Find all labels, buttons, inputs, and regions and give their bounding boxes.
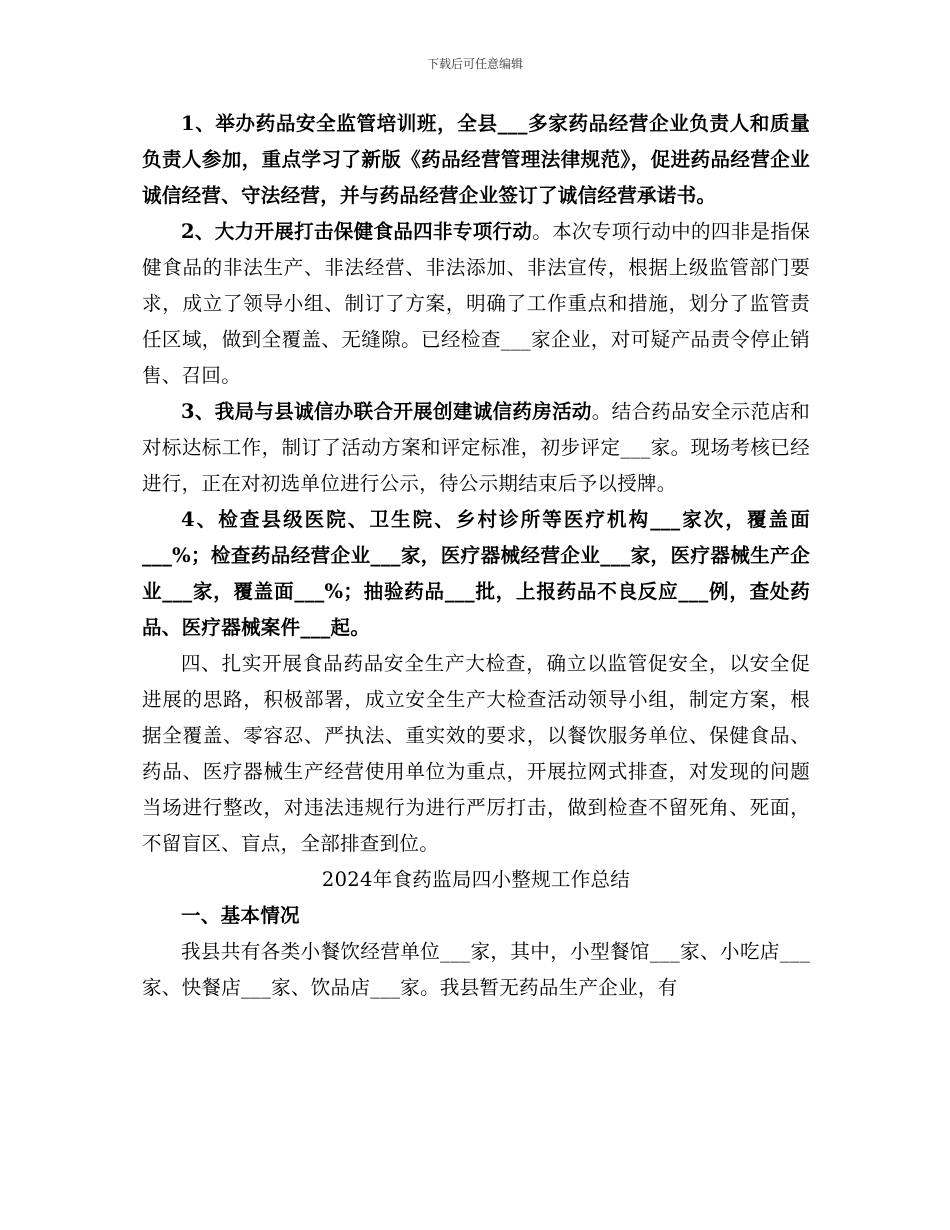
page-header: 下载后可任意编辑 — [426, 57, 523, 71]
paragraph-health-food-campaign — [142, 214, 810, 394]
paragraph-lead: 3、我局与县诚信办联合开展创建诚信药房活动 — [181, 400, 592, 423]
paragraph-basic-situation: 我县共有各类小餐饮经营单位___家，其中，小型餐馆___家、小吃店___家、快餐店___家、饮品店___家。我县暂无药品生产企业，有 — [142, 940, 810, 999]
paragraph-inspection-stats: 4、检查县级医院、卫生院、乡村诊所等医疗机构___家次，覆盖面___%；检查药品经营企业___家，医疗器械经营企业___家，医疗器械生产企业___家，覆盖面___%；抽验药品___批，上报药品不良反应___例，查处药品、医疗器械案件___起。 — [142, 508, 810, 639]
paragraph-rest: 。本次专项行动中的四非是指保健食品的非法生产、非法经营、非法添加、非法宣传，根据上级监管部门要求，成立了领导小组、制订了方案，明确了工作重点和措施，划分了监管责任区域，做到全覆盖、无缝隙。已经检查___家企业，对可疑产品责令停止销售、召回。 — [142, 220, 811, 387]
document-title: 2024年食药监局四小整规工作总结 — [321, 868, 631, 891]
section-heading-basic: 一、基本情况 — [181, 904, 300, 927]
document-body — [142, 106, 810, 1006]
paragraph-integrity-pharmacy — [142, 394, 810, 502]
paragraph-rest: 。结合药品安全示范店和对标达标工作，制订了活动方案和评定标准，初步评定___家。现场考核已经进行，正在对初选单位进行公示，待公示期结束后予以授牌。 — [142, 400, 810, 495]
paragraph-lead: 2、大力开展打击保健食品四非专项行动 — [181, 220, 533, 243]
paragraph-training: 1、举办药品安全监管培训班，全县___多家药品经营企业负责人和质量负责人参加，重点学习了新版《药品经营管理法律规范》，促进药品经营企业诚信经营、守法经营，并与药品经营企业签订了诚信经营承诺书。 — [142, 112, 810, 207]
paragraph-safety-inspection: 四、扎实开展食品药品安全生产大检查，确立以监管促安全，以安全促进展的思路，积极部署，成立安全生产大检查活动领导小组，制定方案，根据全覆盖、零容忍、严执法、重实效的要求，以餐饮服务单位、保健食品、药品、医疗器械生产经营使用单位为重点，开展拉网式排查，对发现的问题当场进行整改，对违法违规行为进行严厉打击，做到检查不留死角、死面，不留盲区、盲点，全部排查到位。 — [142, 652, 810, 855]
